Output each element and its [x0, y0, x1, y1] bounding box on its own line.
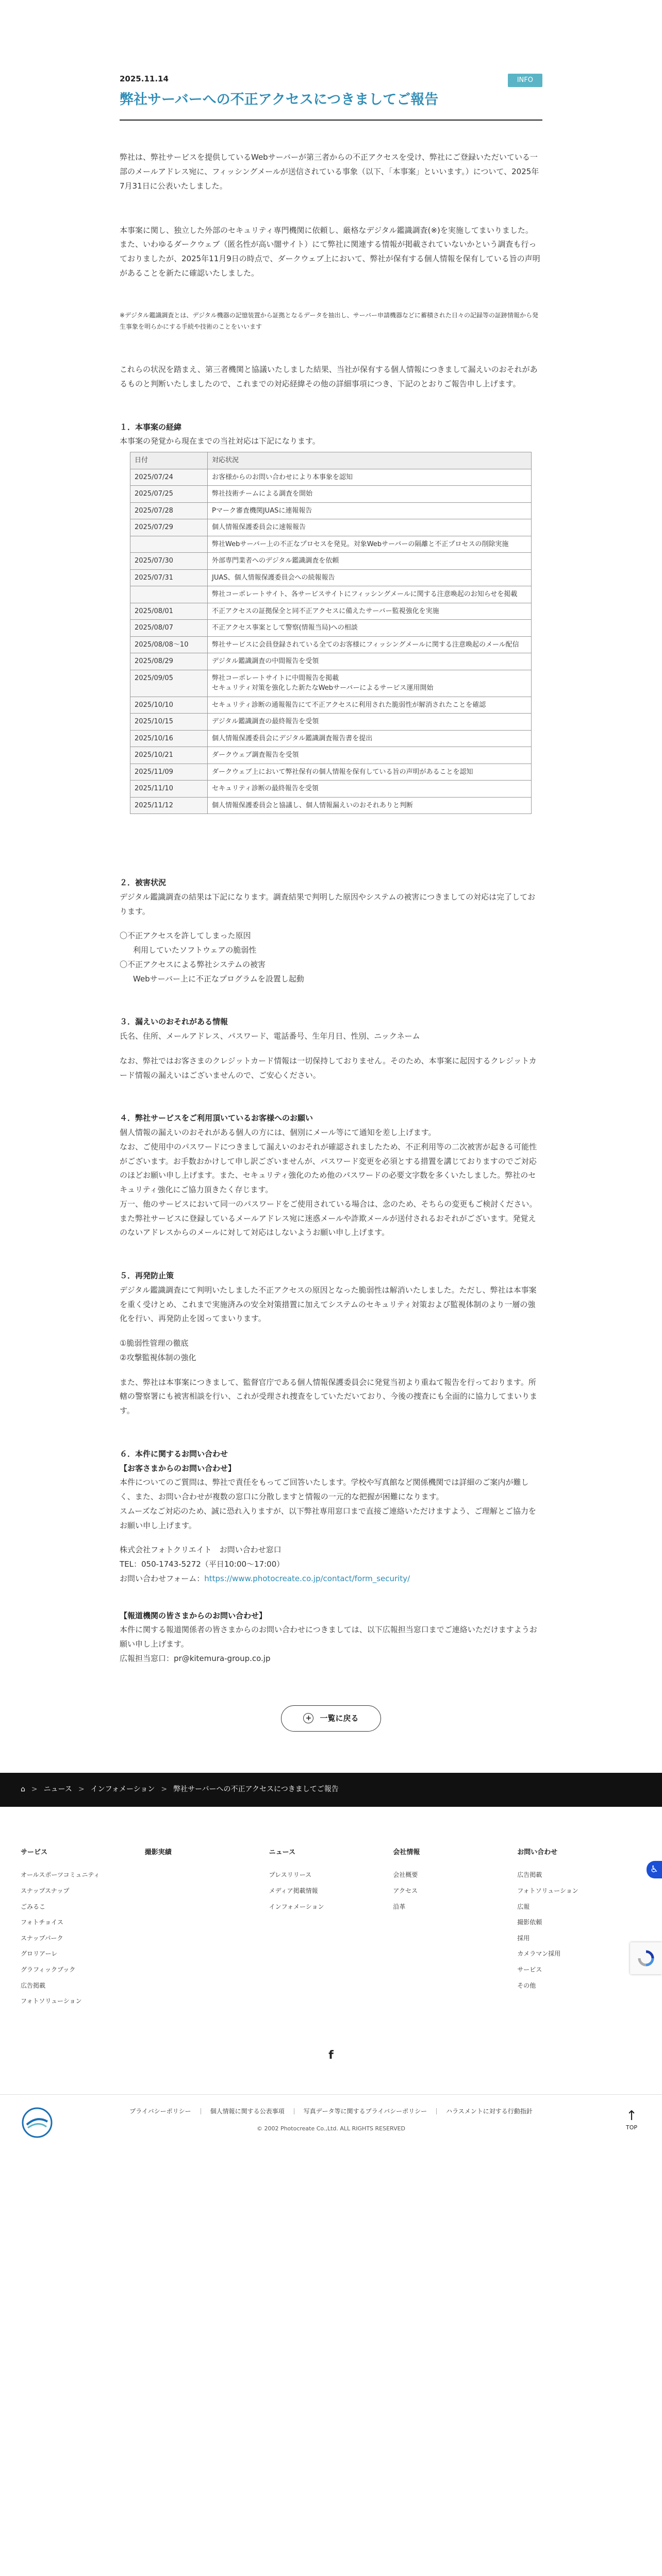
row-date: 2025/10/16 [130, 730, 208, 747]
section-damage: ２．被害状況 デジタル鑑識調査の結果は下記になります。調査結果で判明した原因やシステムの被害につきましての対応は完了しております。 〇不正アクセスを許してしまった原因 利用していたソフトウェアの脆弱性 〇不正アクセスによる弊社システムの被害 Webサーバー上に不正なプログラムを設置し起動 [120, 876, 542, 986]
footer-link[interactable]: 広報 [517, 1903, 530, 1910]
table-row [130, 620, 532, 637]
row-date: 2025/08/29 [130, 653, 208, 670]
row-status: ダークウェブ調査報告を受領 [208, 747, 532, 764]
footer-link[interactable]: スナップパーク [21, 1934, 63, 1942]
row-status: お客様からのお問い合わせにより本事象を認知 [208, 469, 532, 486]
section-title: １．本事案の経緯 [120, 422, 182, 432]
table-row [130, 670, 532, 697]
policy-link[interactable]: 写真データ等に関するプライバシーポリシー [294, 2108, 436, 2114]
footer-heading[interactable]: サービス [21, 1849, 48, 1857]
footer-link[interactable]: 会社概要 [393, 1871, 418, 1879]
row-status: セキュリティ診断の最終報告を受領 [208, 781, 532, 798]
row-status: 弊社コーポレートサイト、各サービスサイトにフィッシングメールに関する注意喚起のお知らせを掲載 [208, 586, 532, 603]
row-status: ダークウェブ上において弊社保有の個人情報を保有している旨の声明があることを認知 [208, 764, 532, 781]
col-header-status: 対応状況 [208, 452, 532, 469]
row-date: 2025/10/21 [130, 747, 208, 764]
row-status: 個人情報保護委員会に速報報告 [208, 519, 532, 536]
table-row [130, 486, 532, 503]
article-date: 2025.11.14 [120, 74, 169, 83]
forensic-note: ※デジタル鑑識調査とは、デジタル機器の記憶装置から証拠となるデータを抽出し、サーバー申請機器などに蓄積された日々の記録等の証跡情報から発生事象を明らかにする手続や技術のことをいいます [120, 311, 539, 331]
accessibility-icon[interactable]: ♿ [647, 1861, 662, 1878]
row-date: 2025/08/08〜10 [130, 636, 208, 653]
footer-link[interactable]: グロリアーレ [21, 1950, 58, 1958]
table-row [130, 747, 532, 764]
timeline-table [130, 452, 532, 814]
table-row [130, 697, 532, 714]
footer-link[interactable]: 撮影依頼 [517, 1919, 542, 1926]
conclusion-paragraph: これらの状況を踏まえ、第三者機関と協議いたしました結果、当社が保有する個人情報につきまして漏えいのおそれがあるものと判断いたしましたので、これまでの対応経緯その他の詳細事項につき、下記のとおりご報告申し上げます。 [120, 365, 538, 388]
footer-link[interactable]: オールスポーツコミュニティ [21, 1871, 100, 1879]
copyright: © 2002 Photocreate Co.,Ltd. ALL RIGHTS RESERVED [256, 2125, 406, 2132]
row-date [130, 586, 208, 603]
policy-link[interactable]: プライバシーポリシー [129, 2107, 191, 2115]
footer-links [0, 2108, 662, 2114]
footer-heading[interactable]: お問い合わせ [517, 1849, 558, 1857]
breadcrumb-information[interactable]: インフォメーション [90, 1785, 155, 1794]
policy-link[interactable]: ハラスメントに対する行動指針 [436, 2108, 542, 2114]
arrow-up-icon: ↑ [626, 2108, 637, 2124]
row-status: JUAS、個人情報保護委員会への続報報告 [208, 569, 532, 586]
company-logo [21, 2106, 54, 2139]
footer-link[interactable]: フォトチョイス [21, 1919, 63, 1926]
row-date: 2025/11/10 [130, 781, 208, 798]
facebook-icon[interactable]: f [328, 2048, 334, 2062]
row-date: 2025/07/28 [130, 502, 208, 519]
plus-icon: + [303, 1713, 313, 1723]
table-row [130, 586, 532, 603]
footer-heading[interactable]: ニュース [269, 1849, 295, 1857]
footer-heading[interactable]: 撮影実績 [144, 1849, 172, 1857]
footer-link[interactable]: グラフィックブック [21, 1966, 76, 1974]
investigation-paragraph: 本事案に関し、独立した外部のセキュリティ専門機関に依頼し、厳格なデジタル鑑識調査(※)を実施してまいりました。 また、いわゆるダークウェブ（匿名性が高い闇サイト）にて弊社に関連する情報が掲載されていないかという調査も行っておりましたが、2025年11月9日の時点で、ダークウェブ上において、弊社が保有する個人情報を保有している旨の声明があることを新たに確認いたしました。 [120, 225, 540, 278]
row-status: 弊社技術チームによる調査を開始 [208, 486, 532, 503]
footer-column [393, 1844, 517, 2009]
section-lead: 本事案の発覚から現在までの当社対応は下記になります。 [120, 436, 320, 446]
row-status: 弊社サービスに会員登録されている全てのお客様にフィッシングメールに関する注意喚起のメール配信 [208, 636, 532, 653]
footer-link[interactable]: 沿革 [393, 1903, 406, 1910]
footer-link[interactable]: アクセス [393, 1887, 418, 1895]
table-row [130, 553, 532, 570]
policy-link[interactable]: 個人情報に関する公表事項 [201, 2108, 294, 2114]
footer-bottom [0, 2094, 662, 2155]
row-date: 2025/09/05 [130, 670, 208, 697]
section-request: ４．弊社サービスをご利用頂いているお客様へのお願い 個人情報の漏えいのおそれがある個人の方には、個別にメール等にて通知を差し上げます。 なお、ご使用中のパスワードにつきまして漏えいのおそれが確認されましたため、不正利用等の二次被害が起きる可能性がございます。お手数おかけして申し訳ございませんが、パスワード変更を必須とする措置を講じておりますのでご対応のほどお願い申し上げます。また、セキュリティ強化のため他のパスワードの必要文字数を多くいたしました。弊社のセキュリティ強化にご協力頂きたく存じます。 万一、他のサービスにおいて同一のパスワードをご使用されている場合は、念のため、そちらの変更もご検討ください。 また弊社サービスに登録しているメールアドレス宛に迷惑メールや詐欺メールが送付されるおそれがございます。発覚えのないアドレスからのメールに対して対応はしないようお願い申し上げます。 [120, 1111, 542, 1240]
section-title: ３．漏えいのおそれがある情報 [120, 1017, 228, 1027]
table-row [130, 764, 532, 781]
section-leaked-info: ３．漏えいのおそれがある情報 氏名、住所、メールアドレス、パスワード、電話番号、生年月日、性別、ニックネーム なお、弊社ではお客さまのクレジットカード情報は一切保持しておりません。そのため、本事案に起因するクレジットカード情報の漏えいはございませんので、ご安心ください。 [120, 1015, 542, 1082]
row-date: 2025/07/29 [130, 519, 208, 536]
back-to-top-button[interactable]: ↑ TOP [625, 2108, 637, 2131]
row-status: 個人情報保護委員会と協議し、個人情報漏えいのおそれありと判断 [208, 797, 532, 814]
footer-link[interactable]: フォトソリューション [517, 1887, 578, 1895]
row-date: 2025/07/24 [130, 469, 208, 486]
contact-form-link[interactable]: https://www.photocreate.co.jp/contact/form_security/ [204, 1573, 410, 1583]
table-row [130, 714, 532, 731]
footer-link[interactable]: プレスリリース [269, 1871, 312, 1879]
table-row [130, 603, 532, 620]
breadcrumb-news[interactable]: ニュース [43, 1785, 72, 1794]
row-status: 外部専門業者へのデジタル鑑識調査を依頼 [208, 553, 532, 570]
back-to-list-button[interactable]: + 一覧に戻る [281, 1705, 380, 1732]
row-status: デジタル鑑識調査の最終報告を受領 [208, 714, 532, 731]
section-contact: ６．本件に関するお問い合わせ 【お客さまからのお問い合わせ】 本件についてのご質問は、弊社で責任をもってご回答いたします。学校や写真館など関係機関では詳細のご案内が難しく、また、お問い合わせが複数の窓口に分散しますと情報の一元的な把握が困難になります。 スムーズなご対応のため、誠に恐れ入りますが、以下弊社専用窓口まで直接ご連絡いただけますよう、ご理解とご協力をお願い申し上げます。 株式会社フォトクリエイト お問い合わせ窓口 TEL：050-1743-5272（平日10:00～17:00） お問い合わせフォーム：https://www.photocreate.co.jp/contact/form_security/ 【報道機関の皆さまからのお問い合わせ】 本件に関する報道関係者の皆さまからのお問い合わせにつきましては、以下広報担当窓口までご連絡いただけますようお願い申し上げます。 広報担当窓口：pr@kitemura-group.co.jp [120, 1447, 542, 1666]
row-date: 2025/10/10 [130, 697, 208, 714]
row-date: 2025/11/09 [130, 764, 208, 781]
row-date: 2025/08/01 [130, 603, 208, 620]
section-title: ２．被害状況 [120, 878, 167, 888]
recaptcha-icon [637, 1950, 655, 1967]
table-row [130, 569, 532, 586]
breadcrumb-current: 弊社サーバーへの不正アクセスにつきましてご報告 [173, 1785, 339, 1794]
article-header [120, 0, 542, 121]
footer-link[interactable]: フォトソリューション [21, 1997, 82, 2005]
footer-link[interactable]: スナップスナップ [21, 1887, 70, 1895]
row-date: 2025/07/25 [130, 486, 208, 503]
row-status: Pマーク審査機関JUASに連報報告 [208, 502, 532, 519]
footer-column [517, 1844, 641, 2009]
row-status: 不正アクセス事案として警察(情報当局)への相談 [208, 620, 532, 637]
section-title: ５．再発防止策 [120, 1271, 174, 1281]
table-row [130, 536, 532, 553]
row-date: 2025/07/31 [130, 569, 208, 586]
footer-link[interactable]: カメラマン採用 [517, 1950, 561, 1958]
row-status: セキュリティ診断の通報報告にて不正アクセスに利用された脆弱性が解消されたことを確認 [208, 697, 532, 714]
row-status: 弊社Webサーバー上の不正なプロセスを発見。対象Webサーバーの隔離と不正プロセスの削除実施 [208, 536, 532, 553]
table-row [130, 636, 532, 653]
row-status: 弊社コーポレートサイトに中間報告を掲載 セキュリティ対策を強化した新たなWebサーバーによるサービス運用開始 [208, 670, 532, 697]
home-icon[interactable]: ⌂ [21, 1785, 25, 1794]
row-date: 2025/11/12 [130, 797, 208, 814]
footer-link[interactable]: インフォメーション [269, 1903, 324, 1910]
breadcrumb: ⌂ > ニュース > インフォメーション > 弊社サーバーへの不正アクセスにつきましてご報告 [0, 1773, 662, 1807]
section-title: ６．本件に関するお問い合わせ [120, 1449, 228, 1459]
row-date: 2025/07/30 [130, 553, 208, 570]
table-row [130, 469, 532, 486]
footer-link[interactable]: 広告掲載 [21, 1981, 46, 1989]
row-status: デジタル鑑識調査の中間報告を受領 [208, 653, 532, 670]
footer-link[interactable]: ごみるこ [21, 1903, 46, 1910]
intro-paragraph: 弊社は、弊社サービスを提供しているWebサーバーが第三者からの不正アクセスを受け、弊社にご登録いただいている一部のメールアドレス宛に、フィッシングメールが送信されている事象（以下、「本事案」といいます。）について、2025年7月31日に公表いたしました。 [120, 152, 539, 191]
row-date [130, 536, 208, 553]
table-row [130, 502, 532, 519]
footer-link[interactable]: 採用 [517, 1934, 530, 1942]
section-prevention: ５．再発防止策 デジタル鑑識調査にて判明いたしました不正アクセスの原因となった脆弱性は解消いたしました。ただし、弊社は本事案を重く受けとめ、これまで実施済みの安全対策措置に加えてシステムのセキュリティ対策および監視体制のより一層の強化を行い、再発防止を図ってまいります。 ①脆弱性管理の徹底 ②攻撃監視体制の強化 また、弊社は本事案につきまして、監督官庁である個人情報保護委員会に発覚当初より重ねて報告を行っております。所轄の警察署にも被害相談を行い、これが受理され捜査をしていただいており、今後の捜査にも全面的に協力してまいります。 [120, 1269, 542, 1418]
table-row [130, 653, 532, 670]
page-title: 弊社サーバーへの不正アクセスにつきましてご報告 [120, 90, 542, 121]
footer-column [269, 1844, 393, 2009]
table-row [130, 797, 532, 814]
table-row [130, 730, 532, 747]
footer-link[interactable]: メディア掲載情報 [269, 1887, 318, 1895]
footer-column [21, 1844, 145, 2009]
section-title: ４．弊社サービスをご利用頂いているお客様へのお願い [120, 1113, 313, 1123]
row-date: 2025/08/07 [130, 620, 208, 637]
footer-link[interactable]: サービス [517, 1966, 542, 1974]
col-header-date: 日付 [130, 452, 208, 469]
row-date: 2025/10/15 [130, 714, 208, 731]
row-status: 個人情報保護委員会にデジタル鑑識調査報告書を提出 [208, 730, 532, 747]
section-timeline [120, 420, 542, 815]
row-status: 不正アクセスの証拠保全と同不正アクセスに備えたサーバー監視強化を実施 [208, 603, 532, 620]
table-row [130, 519, 532, 536]
footer-link[interactable]: 広告掲載 [517, 1871, 542, 1879]
footer-link[interactable]: その他 [517, 1981, 536, 1989]
table-row [130, 781, 532, 798]
footer-column [145, 1844, 269, 2009]
footer-nav [0, 1807, 662, 2009]
recaptcha-badge[interactable] [630, 1942, 662, 1974]
info-badge: INFO [508, 74, 542, 87]
footer-heading[interactable]: 会社情報 [393, 1849, 420, 1857]
